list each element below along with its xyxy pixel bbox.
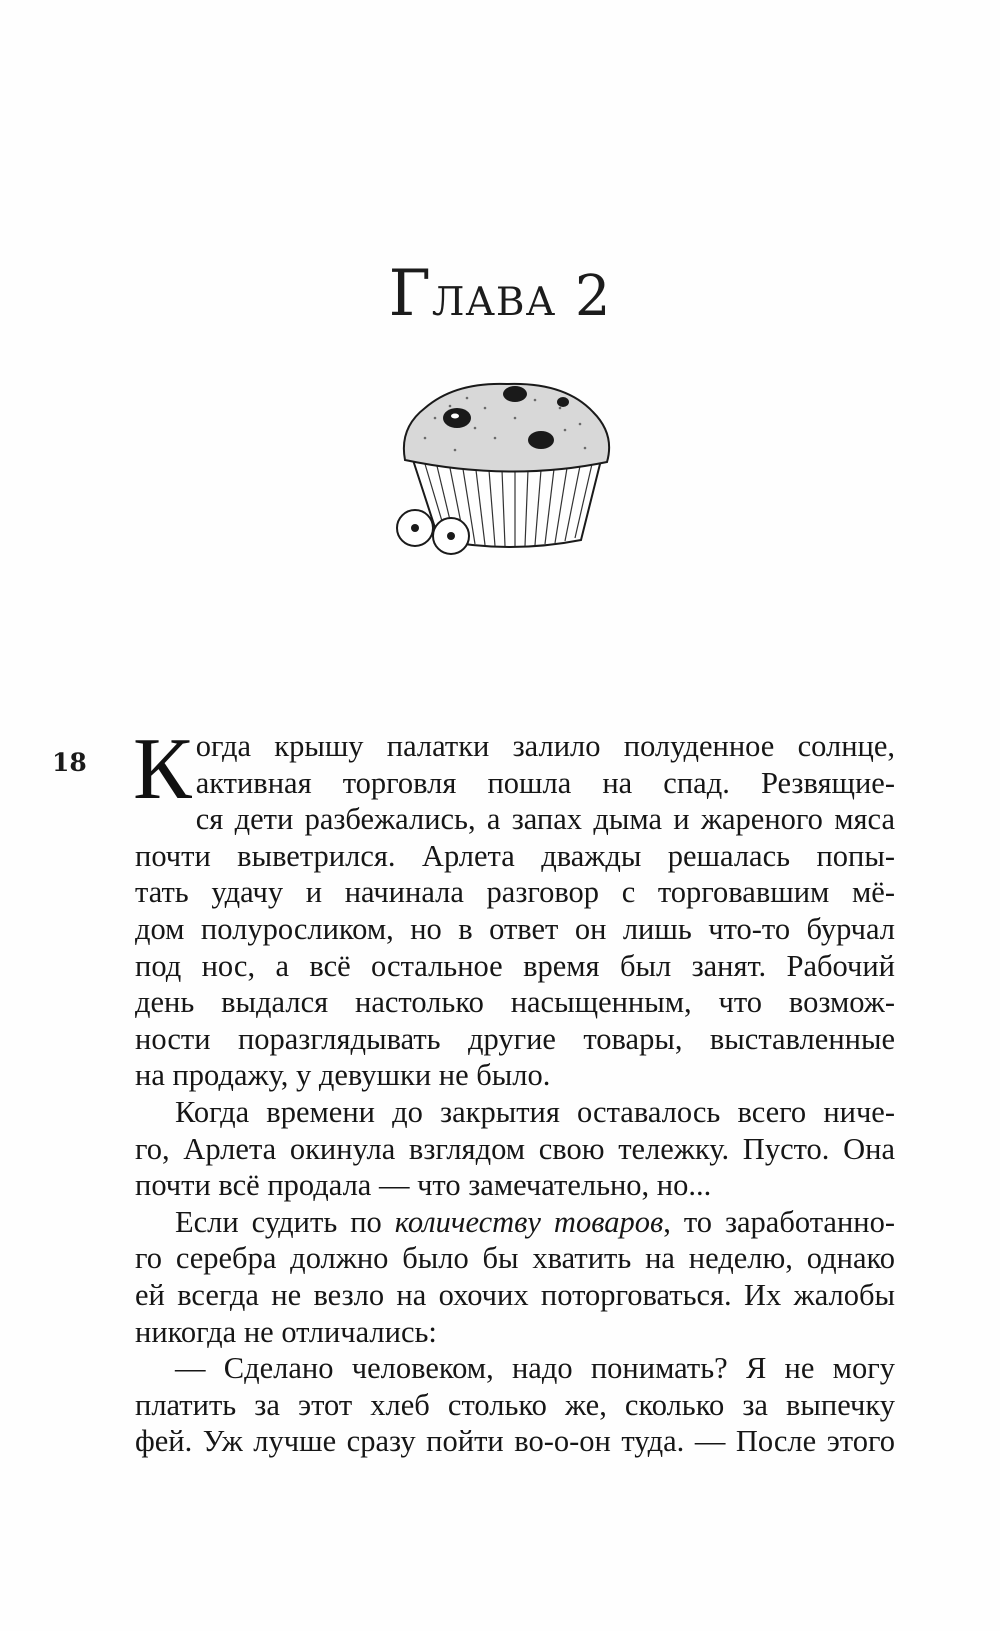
text-line: ности поразглядывать другие товары, выставленные bbox=[135, 1021, 895, 1056]
text-line-mixed bbox=[135, 1204, 895, 1241]
text-line: огда крышу палатки залило полуденное солнце, bbox=[195, 729, 895, 763]
text-line: дом полуросликом, но в ответ он лишь что-то бурчал bbox=[135, 911, 895, 946]
italic-segment: количеству товаров bbox=[394, 1204, 664, 1239]
text-segment: , то заработанно- bbox=[663, 1204, 896, 1239]
page-number: 18 bbox=[52, 748, 87, 777]
text-line: почти всё продала — что замечательно, но... bbox=[135, 1168, 712, 1203]
text-line: активная торговля пошла на спад. Резвящие- bbox=[195, 765, 895, 800]
text-line: — Сделано человеком, надо понимать? Я не могу bbox=[175, 1351, 895, 1386]
text-line: почти выветрился. Арлета дважды решалась попы- bbox=[135, 838, 895, 873]
text-line: ей всегда не везло на охочих поторговаться. Их жалобы bbox=[135, 1277, 895, 1312]
text-line: никогда не отличались: bbox=[135, 1314, 437, 1349]
chapter-title-initial: Г bbox=[388, 257, 432, 331]
text-line: платить за этот хлеб столько же, сколько за выпечку bbox=[135, 1387, 895, 1422]
muffin-with-blueberries-icon bbox=[395, 378, 625, 578]
text-line: го, Арлета окинула взглядом свою тележку. Пусто. Она bbox=[135, 1131, 895, 1166]
text-line: на продажу, у девушки не было. bbox=[135, 1058, 551, 1093]
text-line: Когда времени до закрытия оставалось всего ниче- bbox=[175, 1094, 895, 1129]
drop-cap: К bbox=[133, 721, 192, 818]
chapter-title bbox=[0, 257, 1000, 331]
text-line: го серебра должно было бы хватить на неделю, однако bbox=[135, 1241, 895, 1276]
text-line: тать удачу и начинала разговор с торговавшим мё- bbox=[135, 875, 895, 910]
text-line: фей. Уж лучше сразу пойти во-о-он туда. — После этого bbox=[135, 1424, 895, 1459]
text-line: под нос, а всё остальное время был занят. Рабочий bbox=[135, 948, 895, 983]
text-line: ся дети разбежались, а запах дыма и жареного мяса bbox=[195, 802, 895, 837]
text-line: день выдался настолько насыщенным, что возмож- bbox=[135, 985, 895, 1020]
text-segment: Если судить по bbox=[175, 1204, 395, 1239]
body-text bbox=[133, 721, 896, 1460]
chapter-title-rest: лава 2 bbox=[431, 264, 612, 329]
